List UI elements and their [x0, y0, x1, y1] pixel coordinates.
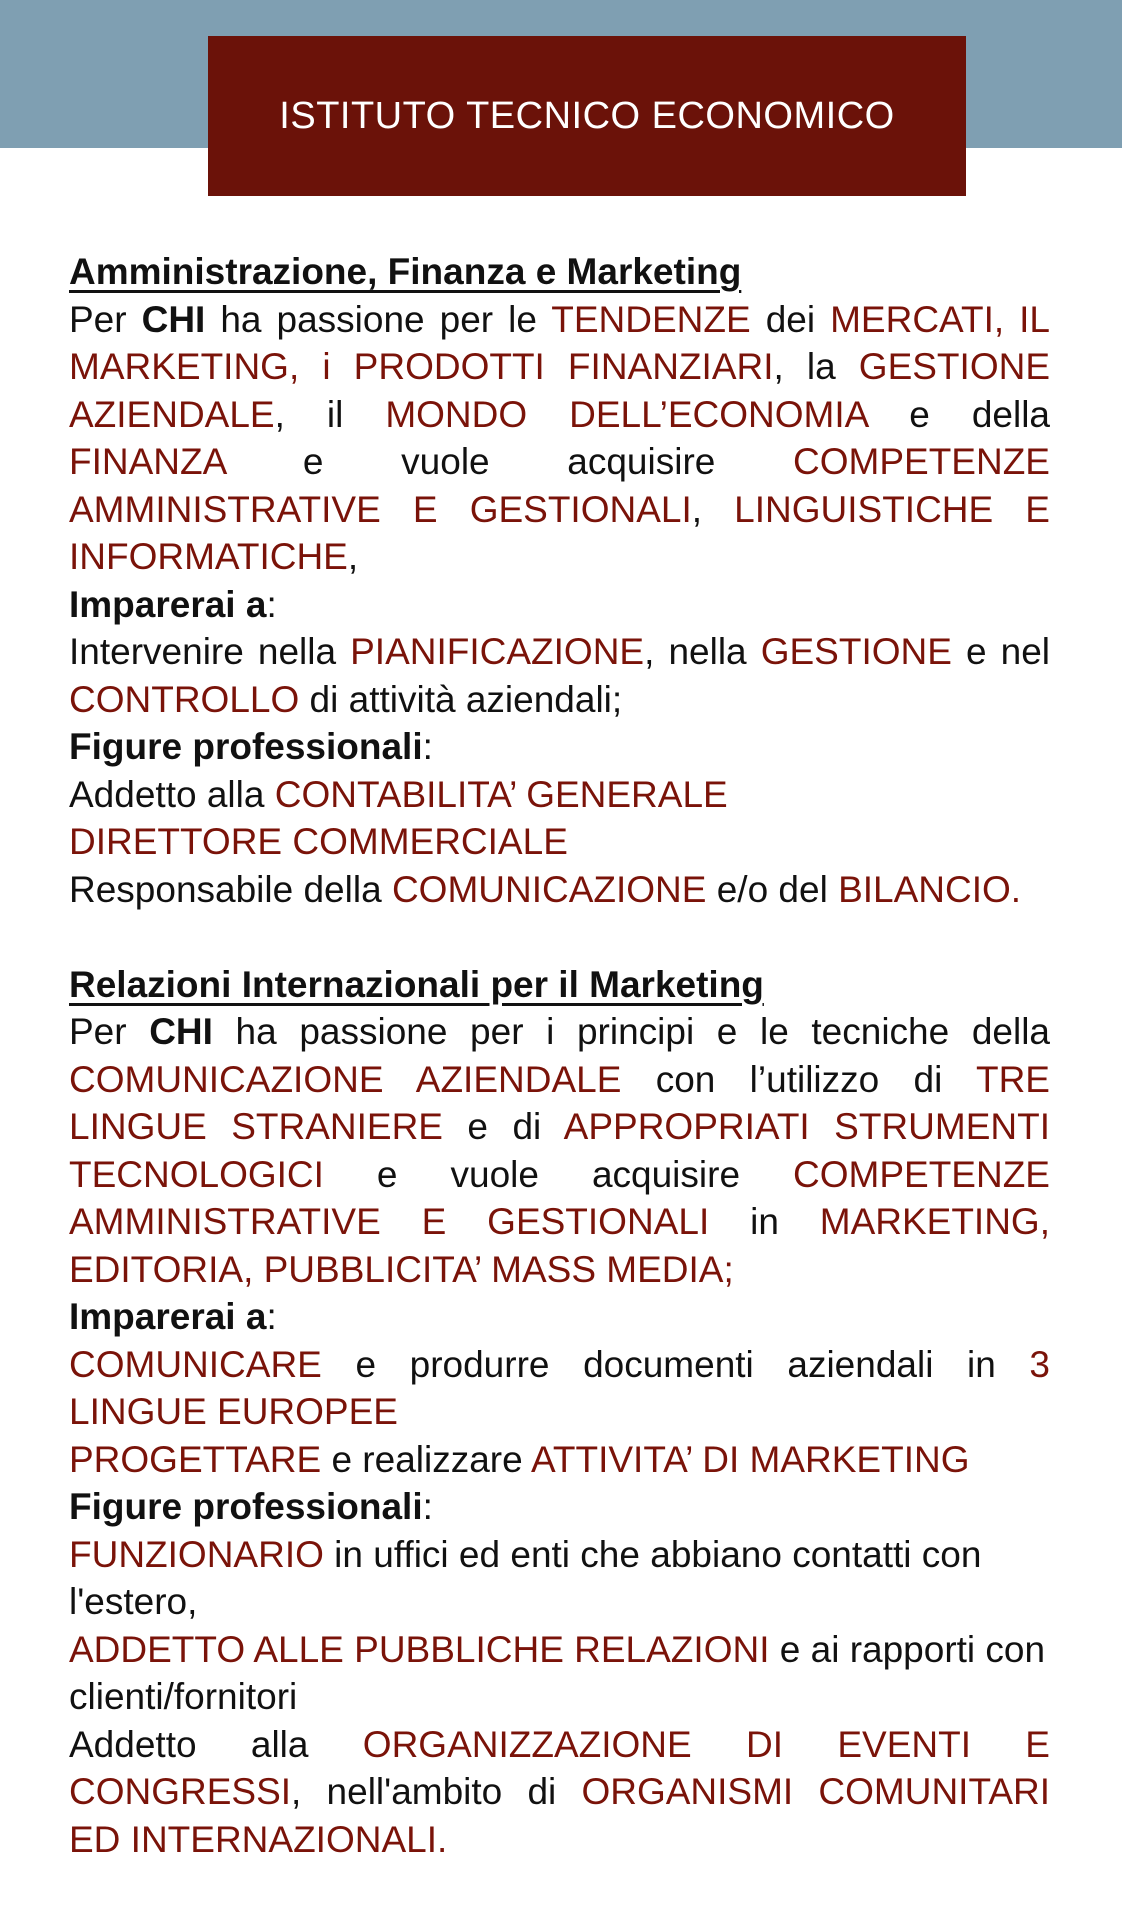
rim-learn-2: PROGETTARE e realizzare ATTIVITA’ DI MARKETING: [69, 1438, 970, 1480]
section-heading-afm: Amministrazione, Finanza e Marketing: [69, 251, 742, 292]
page-title: ISTITUTO TECNICO ECONOMICO: [279, 94, 895, 137]
rim-learn-1: COMUNICARE e produrre documenti aziendali in 3 LINGUE EUROPEE: [69, 1343, 1050, 1432]
afm-learn-text: Intervenire nella PIANIFICAZIONE, nella GESTIONE e nel CONTROLLO di attività aziendali;: [69, 631, 1050, 720]
afm-figure-3: Responsabile della COMUNICAZIONE e/o del BILANCIO.: [69, 868, 1022, 910]
afm-learn-label: Imparerai a:: [69, 583, 277, 625]
afm-figure-1: Addetto alla CONTABILITA’ GENERALE: [69, 773, 728, 815]
afm-figures-label: Figure professionali:: [69, 726, 433, 767]
rim-figures-label: Figure professionali:: [69, 1486, 433, 1527]
header-banner: [208, 36, 966, 196]
section-heading-rim: Relazioni Internazionali per il Marketing: [69, 963, 764, 1005]
section-spacer: [69, 913, 1050, 961]
rim-figure-3: Addetto alla ORGANIZZAZIONE DI EVENTI E CONGRESSI, nell'ambito di ORGANISMI COMUNITARI ED INTERNAZIONALI.: [69, 1723, 1050, 1860]
rim-figure-2: ADDETTO ALLE PUBBLICHE RELAZIONI e ai rapporti con clienti/fornitori: [69, 1628, 1046, 1717]
rim-learn-label: Imparerai a:: [69, 1296, 277, 1337]
afm-intro: Per CHI ha passione per le TENDENZE dei MERCATI, IL MARKETING, i PRODOTTI FINANZIARI, la GESTIONE AZIENDALE, il MONDO DELL’ECONOMIA e della FINANZA e vuole acquisire COMPETENZE AMMINISTRATIVE E GESTIONALI, LINGUISTICHE E INFORMATICHE,: [69, 298, 1050, 577]
afm-figure-2: DIRETTORE COMMERCIALE: [69, 821, 568, 862]
document-body: [69, 248, 1050, 1863]
rim-intro: Per CHI ha passione per i principi e le tecniche della COMUNICAZIONE AZIENDALE con l’utilizzo di TRE LINGUE STRANIERE e di APPROPRIATI STRUMENTI TECNOLOGICI e vuole acquisire COMPETENZE AMMINISTRATIVE E GESTIONALI in MARKETING, EDITORIA, PUBBLICITA’ MASS MEDIA;: [69, 1011, 1050, 1290]
rim-figure-1: FUNZIONARIO in uffici ed enti che abbiano contatti con l'estero,: [69, 1533, 982, 1622]
